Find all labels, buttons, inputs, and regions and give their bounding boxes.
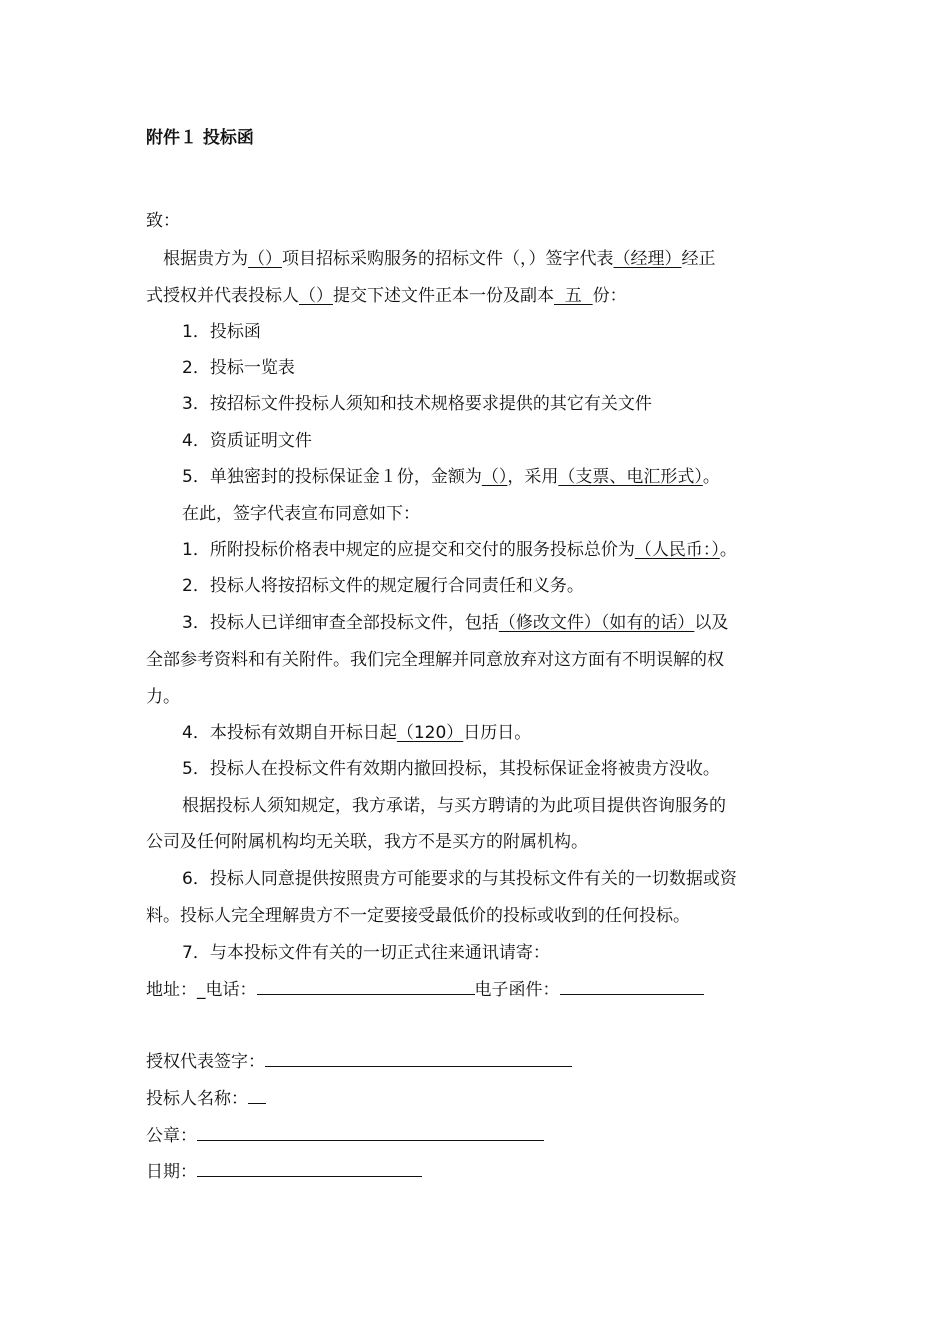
doc-item: 5．单独密封的投标保证金１份，金额为（），采用（支票、电汇形式）。 [182, 467, 720, 487]
intro-line-2: 式授权并代表投标人（）提交下述文件正本一份及副本 五 份： [146, 286, 627, 306]
clause-continuation: 力。 [146, 687, 180, 707]
declaration-intro: 在此，签字代表宣布同意如下： [182, 504, 420, 524]
clause-item: 5．投标人在投标文件有效期内撤回投标，其投标保证金将被贵方没收。 [182, 759, 720, 779]
rep-signature-label: 授权代表签字： [146, 1052, 265, 1072]
page-title: 附件１ 投标函 [146, 128, 254, 148]
intro-line-1: 根据贵方为（）项目招标采购服务的招标文件（，）签字代表（经理）经正 [163, 249, 716, 269]
seal-label: 公章： [146, 1126, 197, 1146]
clause-item: 6．投标人同意提供按照贵方可能要求的与其投标文件有关的一切数据或资 [182, 869, 737, 889]
amount-blank: （） [481, 467, 508, 487]
date-line [146, 1160, 816, 1183]
seal-line [146, 1124, 816, 1147]
clause-item: 1．所附投标价格表中规定的应提交和交付的服务投标总价为（人民币：）。 [182, 540, 737, 560]
copies-blank: 五 [554, 286, 593, 306]
total-price-blank: （人民币：） [634, 540, 720, 560]
clause-continuation: 全部参考资料和有关附件。我们完全理解并同意放弃对这方面有不明误解的权 [146, 650, 724, 670]
email-label: 电子函件： [474, 980, 560, 1000]
validity-days-blank: （120） [396, 723, 464, 743]
bidder-name-field[interactable] [248, 1087, 266, 1104]
signature-line [146, 1050, 816, 1073]
bidder-name-line [146, 1087, 816, 1110]
clause-item: 4．本投标有效期自开标日起（120）日历日。 [182, 723, 532, 743]
payment-form-blank: （支票、电汇形式） [558, 467, 703, 487]
salutation: 致： [146, 211, 180, 231]
clause-item: 2．投标人将按招标文件的规定履行合同责任和义务。 [182, 576, 584, 596]
amendments-blank: （修改文件）（如有的话） [498, 613, 695, 633]
phone-field[interactable] [257, 978, 475, 995]
clause-item: 3．投标人已详细审查全部投标文件，包括（修改文件）（如有的话）以及 [182, 613, 729, 633]
doc-item: 1．投标函 [182, 322, 261, 342]
doc-item: 4．资质证明文件 [182, 431, 312, 451]
doc-item: 2．投标一览表 [182, 358, 295, 378]
signatory-blank: （经理） [613, 249, 682, 269]
phone-label: 电话： [205, 980, 257, 1000]
contact-line [146, 978, 816, 1001]
bidder-blank: （） [299, 286, 333, 306]
project-name-blank: （） [248, 249, 282, 269]
address-label: 地址：_ [146, 980, 206, 1000]
clause-item: 7．与本投标文件有关的一切正式往来通讯请寄： [182, 943, 550, 963]
clause-continuation: 料。投标人完全理解贵方不一定要接受最低价的投标或收到的任何投标。 [146, 906, 690, 926]
commitment-line: 公司及任何附属机构均无关联，我方不是买方的附属机构。 [146, 832, 588, 852]
rep-signature-field[interactable] [265, 1050, 572, 1067]
email-field[interactable] [560, 978, 704, 995]
seal-field[interactable] [197, 1124, 544, 1141]
bidder-name-label: 投标人名称： [146, 1089, 248, 1109]
commitment-line: 根据投标人须知规定，我方承诺，与买方聘请的为此项目提供咨询服务的 [182, 796, 726, 816]
doc-item: 3．按招标文件投标人须知和技术规格要求提供的其它有关文件 [182, 394, 652, 414]
date-field[interactable] [197, 1160, 422, 1177]
date-label: 日期： [146, 1162, 197, 1182]
